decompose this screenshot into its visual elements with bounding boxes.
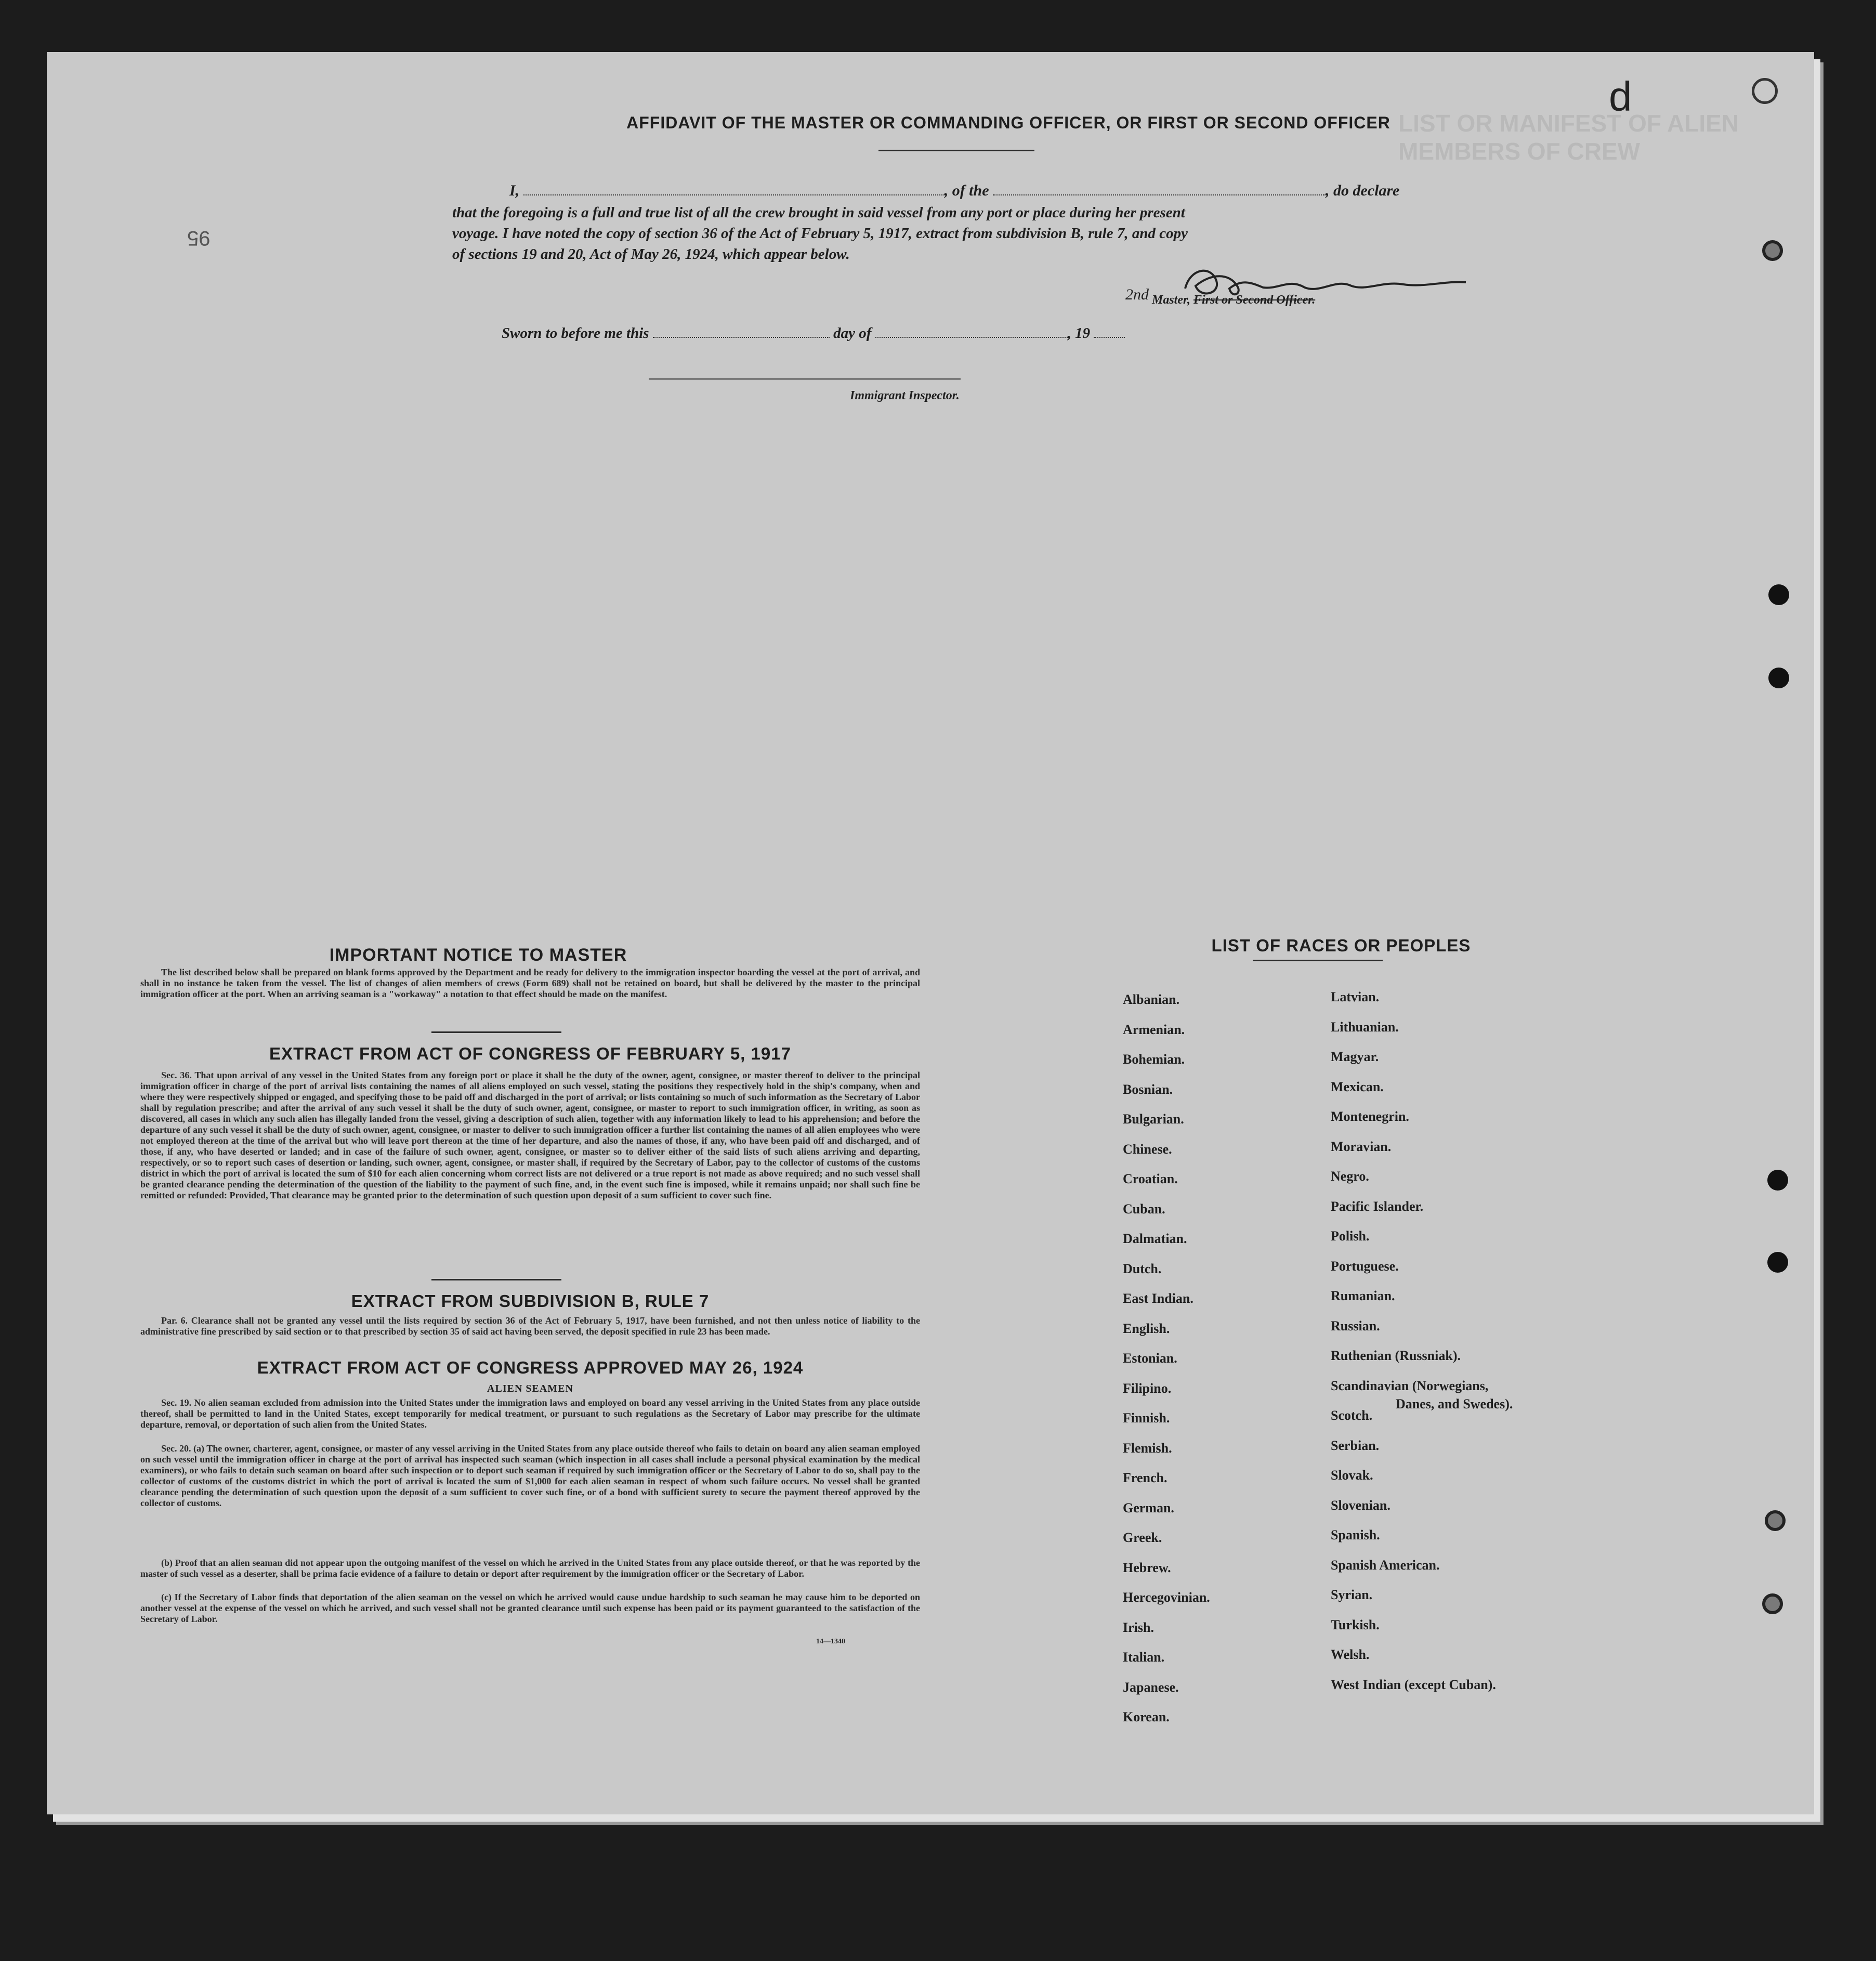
- signature-prefix: 2nd: [1125, 286, 1149, 303]
- race-item: West Indian (except Cuban).: [1331, 1677, 1496, 1692]
- affidavit-i-label: I,: [509, 182, 520, 199]
- extract-1917-rule: [431, 1279, 561, 1280]
- inspector-label: Immigrant Inspector.: [850, 389, 960, 402]
- extract-rule7-title: EXTRACT FROM SUBDIVISION B, RULE 7: [351, 1291, 710, 1311]
- vessel-field[interactable]: [993, 194, 1326, 195]
- race-item: Bulgarian.: [1123, 1112, 1184, 1127]
- race-item: English.: [1123, 1321, 1170, 1336]
- extract-1924-title: EXTRACT FROM ACT OF CONGRESS APPROVED MAY 26, 1924: [257, 1358, 804, 1377]
- race-item: Bohemian.: [1123, 1052, 1185, 1067]
- race-item: Latvian.: [1331, 989, 1380, 1004]
- race-item: Dalmatian.: [1123, 1231, 1187, 1246]
- binder-hole: [1767, 1252, 1788, 1273]
- sworn-year-field[interactable]: [1094, 337, 1125, 338]
- race-item: Filipino.: [1123, 1380, 1172, 1396]
- race-item: Flemish.: [1123, 1440, 1172, 1456]
- race-item: Montenegrin.: [1331, 1109, 1409, 1124]
- sworn-month-field[interactable]: [875, 337, 1068, 338]
- corner-mark-circle: [1752, 78, 1778, 104]
- race-item: Greek.: [1123, 1530, 1162, 1545]
- race-item: Hercegovinian.: [1123, 1590, 1210, 1605]
- race-item: Russian.: [1331, 1318, 1380, 1334]
- signature-role: Master,: [1152, 293, 1191, 307]
- race-item: Hebrew.: [1123, 1560, 1171, 1575]
- races-title-rule: [1253, 960, 1383, 961]
- race-item: Welsh.: [1331, 1647, 1370, 1662]
- extract-1924-sec20c: (c) If the Secretary of Labor finds that deportation of the alien seaman on the vessel on which he arrived would cause undue hardship to such seaman he may cause him to be deported on another vessel at the expense of the vessel on which he arrived, and such vessel shall not be granted clearance until such expense has been paid or its payment guaranteed to the satisfaction of the Secretary of Labor.: [140, 1592, 920, 1624]
- race-item: Japanese.: [1123, 1679, 1179, 1695]
- binder-hole: [1762, 240, 1783, 261]
- race-item: Portuguese.: [1331, 1258, 1399, 1274]
- race-item: Italian.: [1123, 1650, 1165, 1665]
- extract-1924-sec20a: Sec. 20. (a) The owner, charterer, agent, consignee, or master of any vessel arriving in the United States from any place outside thereof who fails to detain on board any alien seaman employed on such vessel until the immigration officer in charge at the port of arrival has inspected such seaman (which inspection in all cases shall include a personal physical examination by the medical examiners), or who fails to detain such seaman on board after such inspection or to deport such seaman if required by such immigration officer or the Secretary of Labor to do so, shall pay to the collector of customs of the customs district in which the port of arrival is located the sum of $1,000 for each alien seaman in respect of whom such failure occurs. No vessel shall be granted clearance pending the determination of such question upon the deposit of a sum sufficient to cover such fine, or of a bond with sufficient surety to secure the payment thereof approved by the collector of customs.: [140, 1443, 920, 1508]
- affidavit-line4: of sections 19 and 20, Act of May 26, 1924, which appear below.: [452, 246, 850, 263]
- race-item: Armenian.: [1123, 1022, 1185, 1037]
- binder-hole: [1762, 1593, 1783, 1614]
- affidavit-line2: that the foregoing is a full and true list of all the crew brought in said vessel from any port or place during her present: [452, 204, 1185, 221]
- race-item: Turkish.: [1331, 1617, 1380, 1632]
- name-field[interactable]: [523, 194, 944, 195]
- race-item: Lithuanian.: [1331, 1019, 1399, 1035]
- notice-body: The list described below shall be prepared on blank forms approved by the Department and be ready for delivery to the immigration inspector boarding the vessel at the port of arrival, and shall in no instance be taken from the vessel. The list of changes of alien members of crews (Form 689) shall not be retained on board, but shall be delivered by the master to the principal immigration officer at the port. When an arriving seaman is a "workaway" a notation to that effect should be made on the manifest.: [140, 967, 920, 999]
- extract-1924-subtitle: ALIEN SEAMEN: [487, 1383, 573, 1394]
- race-item: Ruthenian (Russniak).: [1331, 1348, 1461, 1363]
- race-item: East Indian.: [1123, 1291, 1193, 1306]
- race-item: Syrian.: [1331, 1587, 1373, 1602]
- race-item: Slovak.: [1331, 1468, 1373, 1483]
- race-item: German.: [1123, 1500, 1174, 1515]
- extract-1924-sec20b: (b) Proof that an alien seaman did not appear upon the outgoing manifest of the vessel on which he arrived in the United States from any place outside thereof, or that he was reported by the master of such vessel as a deserter, shall be prima facie evidence of a failure to detain or deport after requirement by the immigration officer or the Secretary of Labor.: [140, 1558, 920, 1579]
- race-item: Korean.: [1123, 1709, 1170, 1724]
- races-title: LIST OF RACES OR PEOPLES: [1211, 936, 1471, 955]
- race-item: Spanish.: [1331, 1527, 1380, 1542]
- side-number: 95: [187, 227, 211, 250]
- race-item: Moravian.: [1331, 1139, 1392, 1154]
- race-item: Dutch.: [1123, 1261, 1162, 1276]
- affidavit-do-declare: , do declare: [1326, 182, 1400, 199]
- binder-hole: [1767, 1170, 1788, 1191]
- extract-1917-title: EXTRACT FROM ACT OF CONGRESS OF FEBRUARY 5, 1917: [269, 1044, 791, 1063]
- signature-block: [1125, 286, 1316, 308]
- notice-rule: [431, 1031, 561, 1033]
- affidavit-line3: voyage. I have noted the copy of section 36 of the Act of February 5, 1917, extract from subdivision B, rule 7, and copy: [452, 225, 1188, 242]
- document-page: [47, 52, 1814, 1814]
- race-item: Irish.: [1123, 1619, 1154, 1635]
- binder-hole: [1765, 1510, 1786, 1531]
- race-item: Rumanian.: [1331, 1288, 1395, 1303]
- race-item: Serbian.: [1331, 1437, 1380, 1453]
- sworn-label: Sworn to before me this: [502, 325, 649, 342]
- race-item: Scandinavian (Norwegians,: [1331, 1378, 1489, 1393]
- race-item: Cuban.: [1123, 1201, 1165, 1217]
- day-of-label: day of: [833, 325, 872, 342]
- extract-1924-sec19: Sec. 19. No alien seaman excluded from admission into the United States under the immigration laws and employed on board any vessel arriving in the United States from any place outside thereof, shall be permitted to land in the United States, except temporarily for medical treatment, or pursuant to such regulations as the Secretary of Labor may prescribe for the ultimate departure, removal, or deportation of such alien from the United States.: [140, 1397, 920, 1430]
- affidavit-title-rule: [878, 150, 1034, 151]
- signature-struck: First or Second Officer.: [1193, 293, 1316, 307]
- race-item: Spanish American.: [1331, 1557, 1440, 1573]
- year-prefix: , 19: [1067, 325, 1091, 342]
- race-item: French.: [1123, 1470, 1167, 1485]
- affidavit-title: AFFIDAVIT OF THE MASTER OR COMMANDING OFFICER, OR FIRST OR SECOND OFFICER: [626, 113, 1390, 132]
- notice-title: IMPORTANT NOTICE TO MASTER: [329, 945, 627, 965]
- inspector-signature-line: [649, 378, 961, 380]
- affidavit-of-the: , of the: [944, 182, 989, 199]
- sworn-date-field[interactable]: [653, 337, 830, 338]
- race-item: Finnish.: [1123, 1410, 1170, 1426]
- race-item: Polish.: [1331, 1228, 1370, 1244]
- binder-hole: [1768, 668, 1789, 688]
- race-item: Chinese.: [1123, 1141, 1172, 1157]
- sworn-line: [502, 325, 1125, 342]
- extract-rule7-body: Par. 6. Clearance shall not be granted any vessel until the lists required by section 36 of the Act of February 5, 1917, have been furnished, and not then unless notice of liability to the administrative fine prescribed by said section or to that prescribed by section 35 of said act having been served, the deposit specified in rule 23 has been made.: [140, 1315, 920, 1337]
- race-item: Albanian.: [1123, 992, 1180, 1007]
- race-item: Bosnian.: [1123, 1081, 1173, 1097]
- race-item: Magyar.: [1331, 1049, 1379, 1064]
- affidavit-line1: [463, 182, 1399, 200]
- binder-hole: [1768, 584, 1789, 605]
- form-number: 14—1340: [816, 1638, 845, 1645]
- race-item: Pacific Islander.: [1331, 1198, 1424, 1214]
- race-item: Croatian.: [1123, 1171, 1178, 1186]
- race-item: Scotch.: [1331, 1408, 1373, 1423]
- corner-mark: d: [1609, 73, 1632, 120]
- race-item: Slovenian.: [1331, 1497, 1390, 1513]
- race-item: Estonian.: [1123, 1351, 1177, 1366]
- race-item: Danes, and Swedes).: [1396, 1396, 1513, 1411]
- race-item: Negro.: [1331, 1169, 1369, 1184]
- race-item: Mexican.: [1331, 1079, 1384, 1094]
- bleed-through-heading: LIST OR MANIFEST OF ALIEN MEMBERS OF CREW: [1398, 110, 1739, 165]
- extract-1917-body: Sec. 36. That upon arrival of any vessel in the United States from any foreign port or place it shall be the duty of the owner, agent, consignee, or master thereof to deliver to the principal immigration officer in charge of the port of arrival lists containing the names of all aliens employed on such vessel, stating the positions they respectively hold in the ship's company, when and where they were respectively shipped or engaged, and specifying those to be paid off and discharged in the port of arrival; or lists containing so much of such information as the Secretary of Labor shall by regulation prescribe; and after the arrival of any such vessel it shall be the duty of such owner, agent, consignee, or master to report to such immigration officer, in writing, as soon as discovered, all cases in which any such alien has illegally landed from the vessel, giving a description of such alien, together with any information likely to lead to his apprehension; and before the departure of any such vessel it shall be the duty of such owner, agent, consignee, or master to deliver to such immigration officer a further list containing the names of all alien employees who were not employed thereon at the time of the arrival but who will leave port thereon at the time of her departure, and also the names of those, if any, who have been paid off and discharged, and of those, if any, who have deserted or landed; and in case of the failure of such owner, agent, consignee, or master so to deliver either of the said lists of such aliens arriving and departing, respectively, or so to report such cases of desertion or landing, such owner, agent, consignee, or master shall, if required by the Secretary of Labor, pay to the collector of customs of the customs district in which the port of arrival is located the sum of $10 for each alien concerning whom correct lists are not delivered or a true report is not made as above required; and no such vessel shall be granted clearance pending the determination of the question of the liability to the payment of such fine, and, in the event such fine is imposed, while it remains unpaid; nor shall such fine be remitted or refunded: Provided, That clearance may be granted prior to the determination of such question upon deposit of a sum sufficient to cover such fine.: [140, 1070, 920, 1200]
